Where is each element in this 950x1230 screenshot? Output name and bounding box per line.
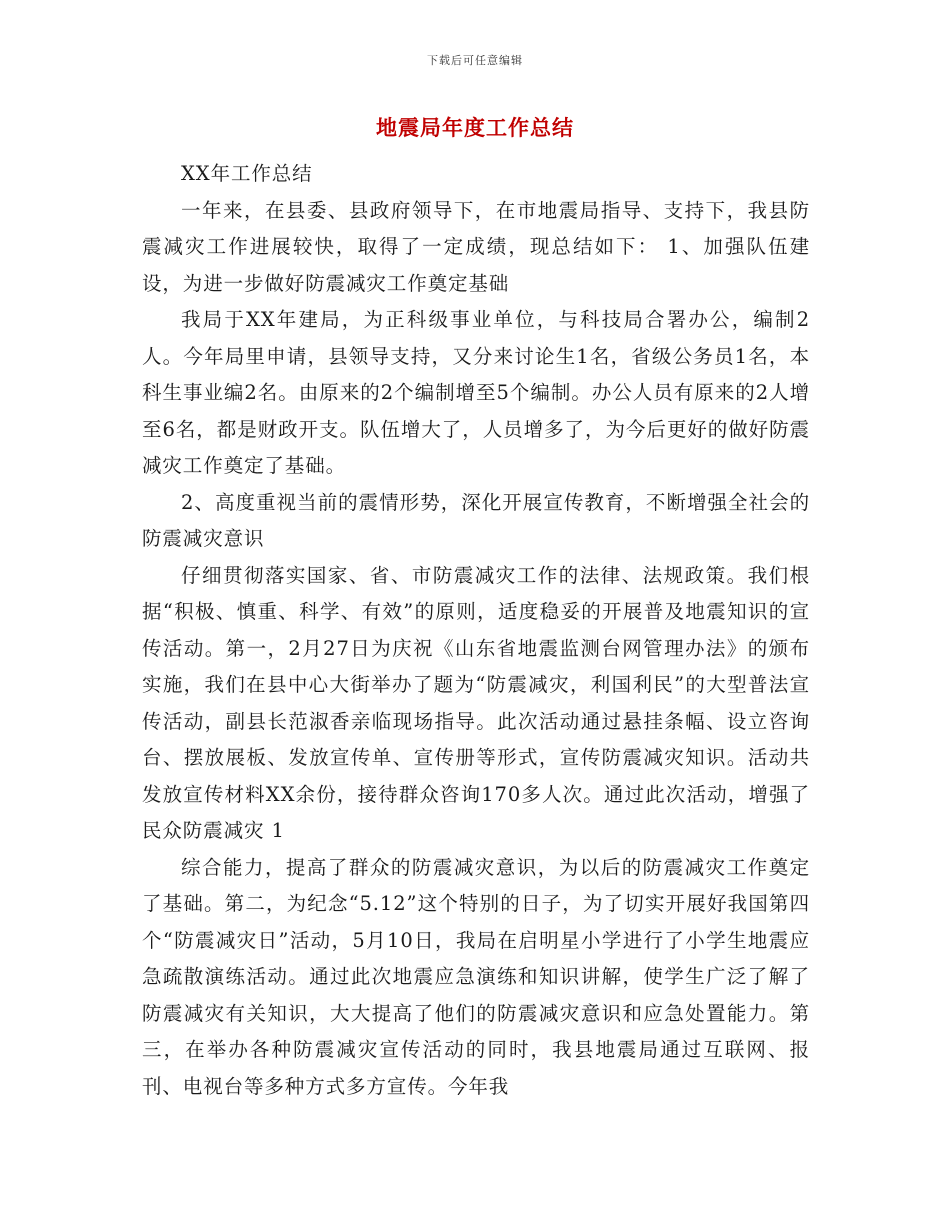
document-title: 地震局年度工作总结 (376, 115, 574, 140)
paragraph-continued: 综合能力，提高了群众的防震减灾意识，为以后的防震减灾工作奠定了基础。第二，为纪念“5.12”这个特别的日子，为了切实开展好我国第四个“防震减灾日”活动，5月10日，我局在启明星小学进行了小学生地震应急疏散演练活动。通过此次地震应急演练和知识讲解，使学生广泛了解了防震减灾有关知识，大大提高了他们的防震减灾意识和应急处置能力。第三，在举办各种防震减灾宣传活动的同时，我县地震局通过互联网、报刊、电视台等多种方式多方宣传。今年我 (142, 855, 810, 1098)
paragraph-publicity: 仔细贯彻落实国家、省、市防震减灾工作的法律、法规政策。我们根据“积极、慎重、科学、有效”的原则，适度稳妥的开展普及地震知识的宣传活动。第一，2月27日为庆祝《山东省地震监测台网管理办法》的颁布实施，我们在县中心大街举办了题为“防震减灾，利国利民”的大型普法宣传活动，副县长范淑香亲临现场指导。此次活动通过悬挂条幅、设立咨询台、摆放展板、发放宣传单、宣传册等形式，宣传防震减灾知识。活动共发放宣传材料XX余份，接待群众咨询170多人次。通过此次活动，增强了民众防震减灾 1 (142, 563, 810, 842)
paragraph-section-2-heading: 2、高度重视当前的震情形势，深化开展宣传教育，不断增强全社会的防震减灾意识 (142, 490, 810, 550)
document-body (142, 156, 810, 1105)
paragraph-intro: 一年来，在县委、县政府领导下，在市地震局指导、支持下，我县防震减灾工作进展较快，取得了一定成绩，现总结如下： 1、加强队伍建设，为进一步做好防震减灾工作奠定基础 (142, 198, 810, 295)
header-note: 下载后可任意编辑 (427, 54, 523, 67)
paragraph-team-building: 我局于XX年建局，为正科级事业单位，与科技局合署办公，编制2人。今年局里申请，县领导支持，又分来讨论生1名，省级公务员1名，本科生事业编2名。由原来的2个编制增至5个编制。办公人员有原来的2人增至6名，都是财政开支。队伍增大了，人员增多了，为今后更好的做好防震减灾工作奠定了基础。 (142, 308, 810, 477)
paragraph-subtitle: XX年工作总结 (181, 162, 313, 185)
